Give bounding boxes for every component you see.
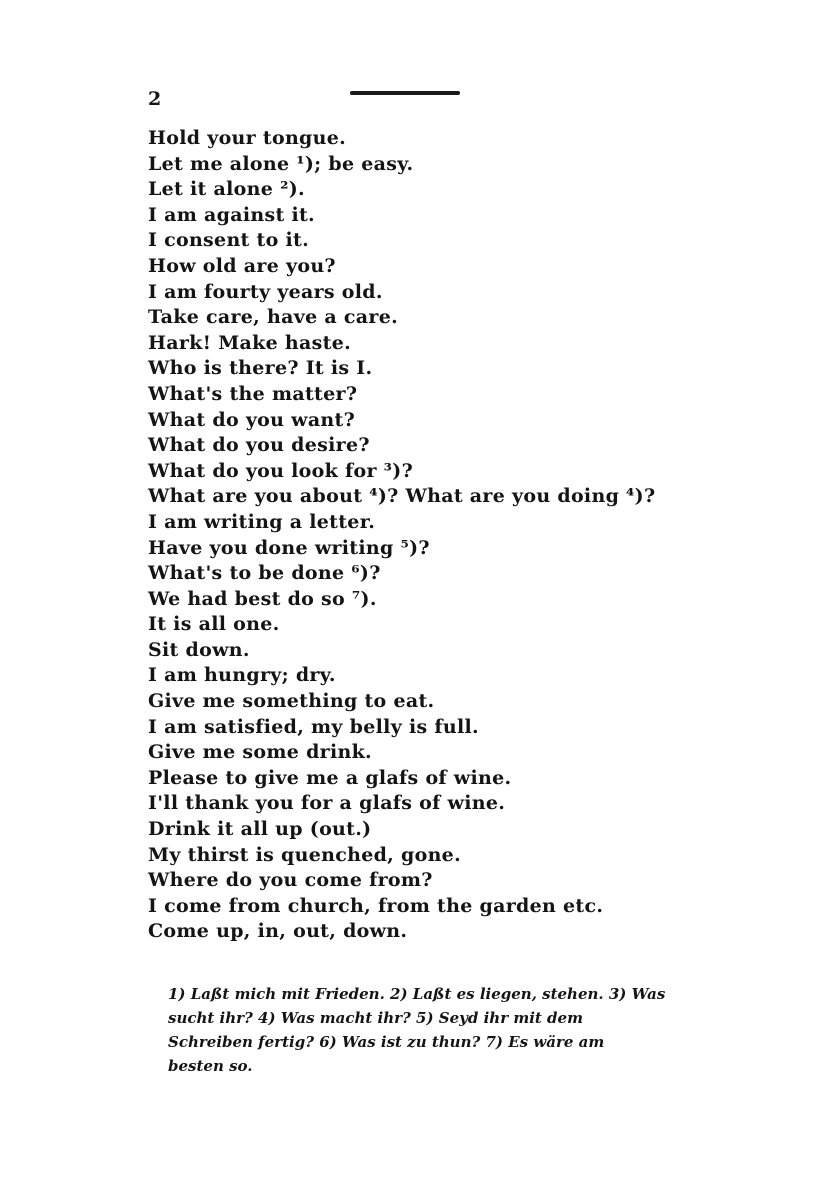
phrase-line: What do you desire?	[148, 434, 370, 457]
phrase-line: My thirst is quenched, gone.	[148, 843, 461, 866]
phrase-line: Come up, in, out, down.	[148, 920, 408, 943]
phrase-line: Give me something to eat.	[148, 690, 435, 713]
phrase-line: What do you want?	[148, 408, 356, 431]
phrase-line: It is all one.	[148, 613, 280, 636]
phrase-line: We had best do so ⁷).	[148, 587, 377, 610]
phrase-line: What are you about ⁴)? What are you doing ⁴)?	[148, 485, 656, 508]
phrase-line: Hark! Make haste.	[148, 331, 352, 354]
footnote-text: 1) Laßt mich mit Frieden. 2) Laßt es liegen, stehen. 3) Was sucht ihr? 4) Was macht ihr? 5) Seyd ihr mit dem Schreiben fertig? 6) Was ist zu thun? 7) Es wäre am besten so.	[168, 985, 666, 1075]
phrase-line: I consent to it.	[148, 229, 310, 252]
phrase-line: I am writing a letter.	[148, 510, 376, 533]
phrase-line: Hold your tongue.	[148, 127, 347, 149]
phrase-line: I come from church, from the garden etc.	[148, 894, 604, 917]
phrase-line: I am satisfied, my belly is full.	[148, 715, 479, 738]
phrase-line: I am hungry; dry.	[148, 664, 336, 687]
phrase-line: Where do you come from?	[148, 869, 433, 892]
phrase-line: Sit down.	[148, 638, 250, 661]
page-number: 2	[148, 88, 162, 110]
header-rule	[350, 91, 460, 95]
phrase-line: What do you look for ³)?	[148, 459, 414, 482]
phrase-line: Give me some drink.	[148, 741, 372, 764]
phrase-list	[148, 126, 748, 945]
phrase-line: What's the matter?	[148, 382, 358, 405]
phrase-line: Let me alone ¹); be easy.	[148, 152, 414, 175]
phrase-line: What's to be done ⁶)?	[148, 562, 381, 585]
phrase-line: Have you done writing ⁵)?	[148, 536, 430, 559]
footnotes	[168, 982, 668, 1078]
phrase-line: Drink it all up (out.)	[148, 818, 372, 841]
phrase-line: Who is there? It is I.	[148, 357, 373, 380]
phrase-line: I am against it.	[148, 203, 315, 226]
phrase-line: Take care, have a care.	[148, 306, 398, 329]
phrase-line: I'll thank you for a glafs of wine.	[148, 792, 506, 815]
phrase-line: How old are you?	[148, 254, 336, 277]
phrase-line: Let it alone ²).	[148, 178, 305, 201]
phrase-line: I am fourty years old.	[148, 280, 383, 303]
phrase-line: Please to give me a glafs of wine.	[148, 766, 512, 789]
